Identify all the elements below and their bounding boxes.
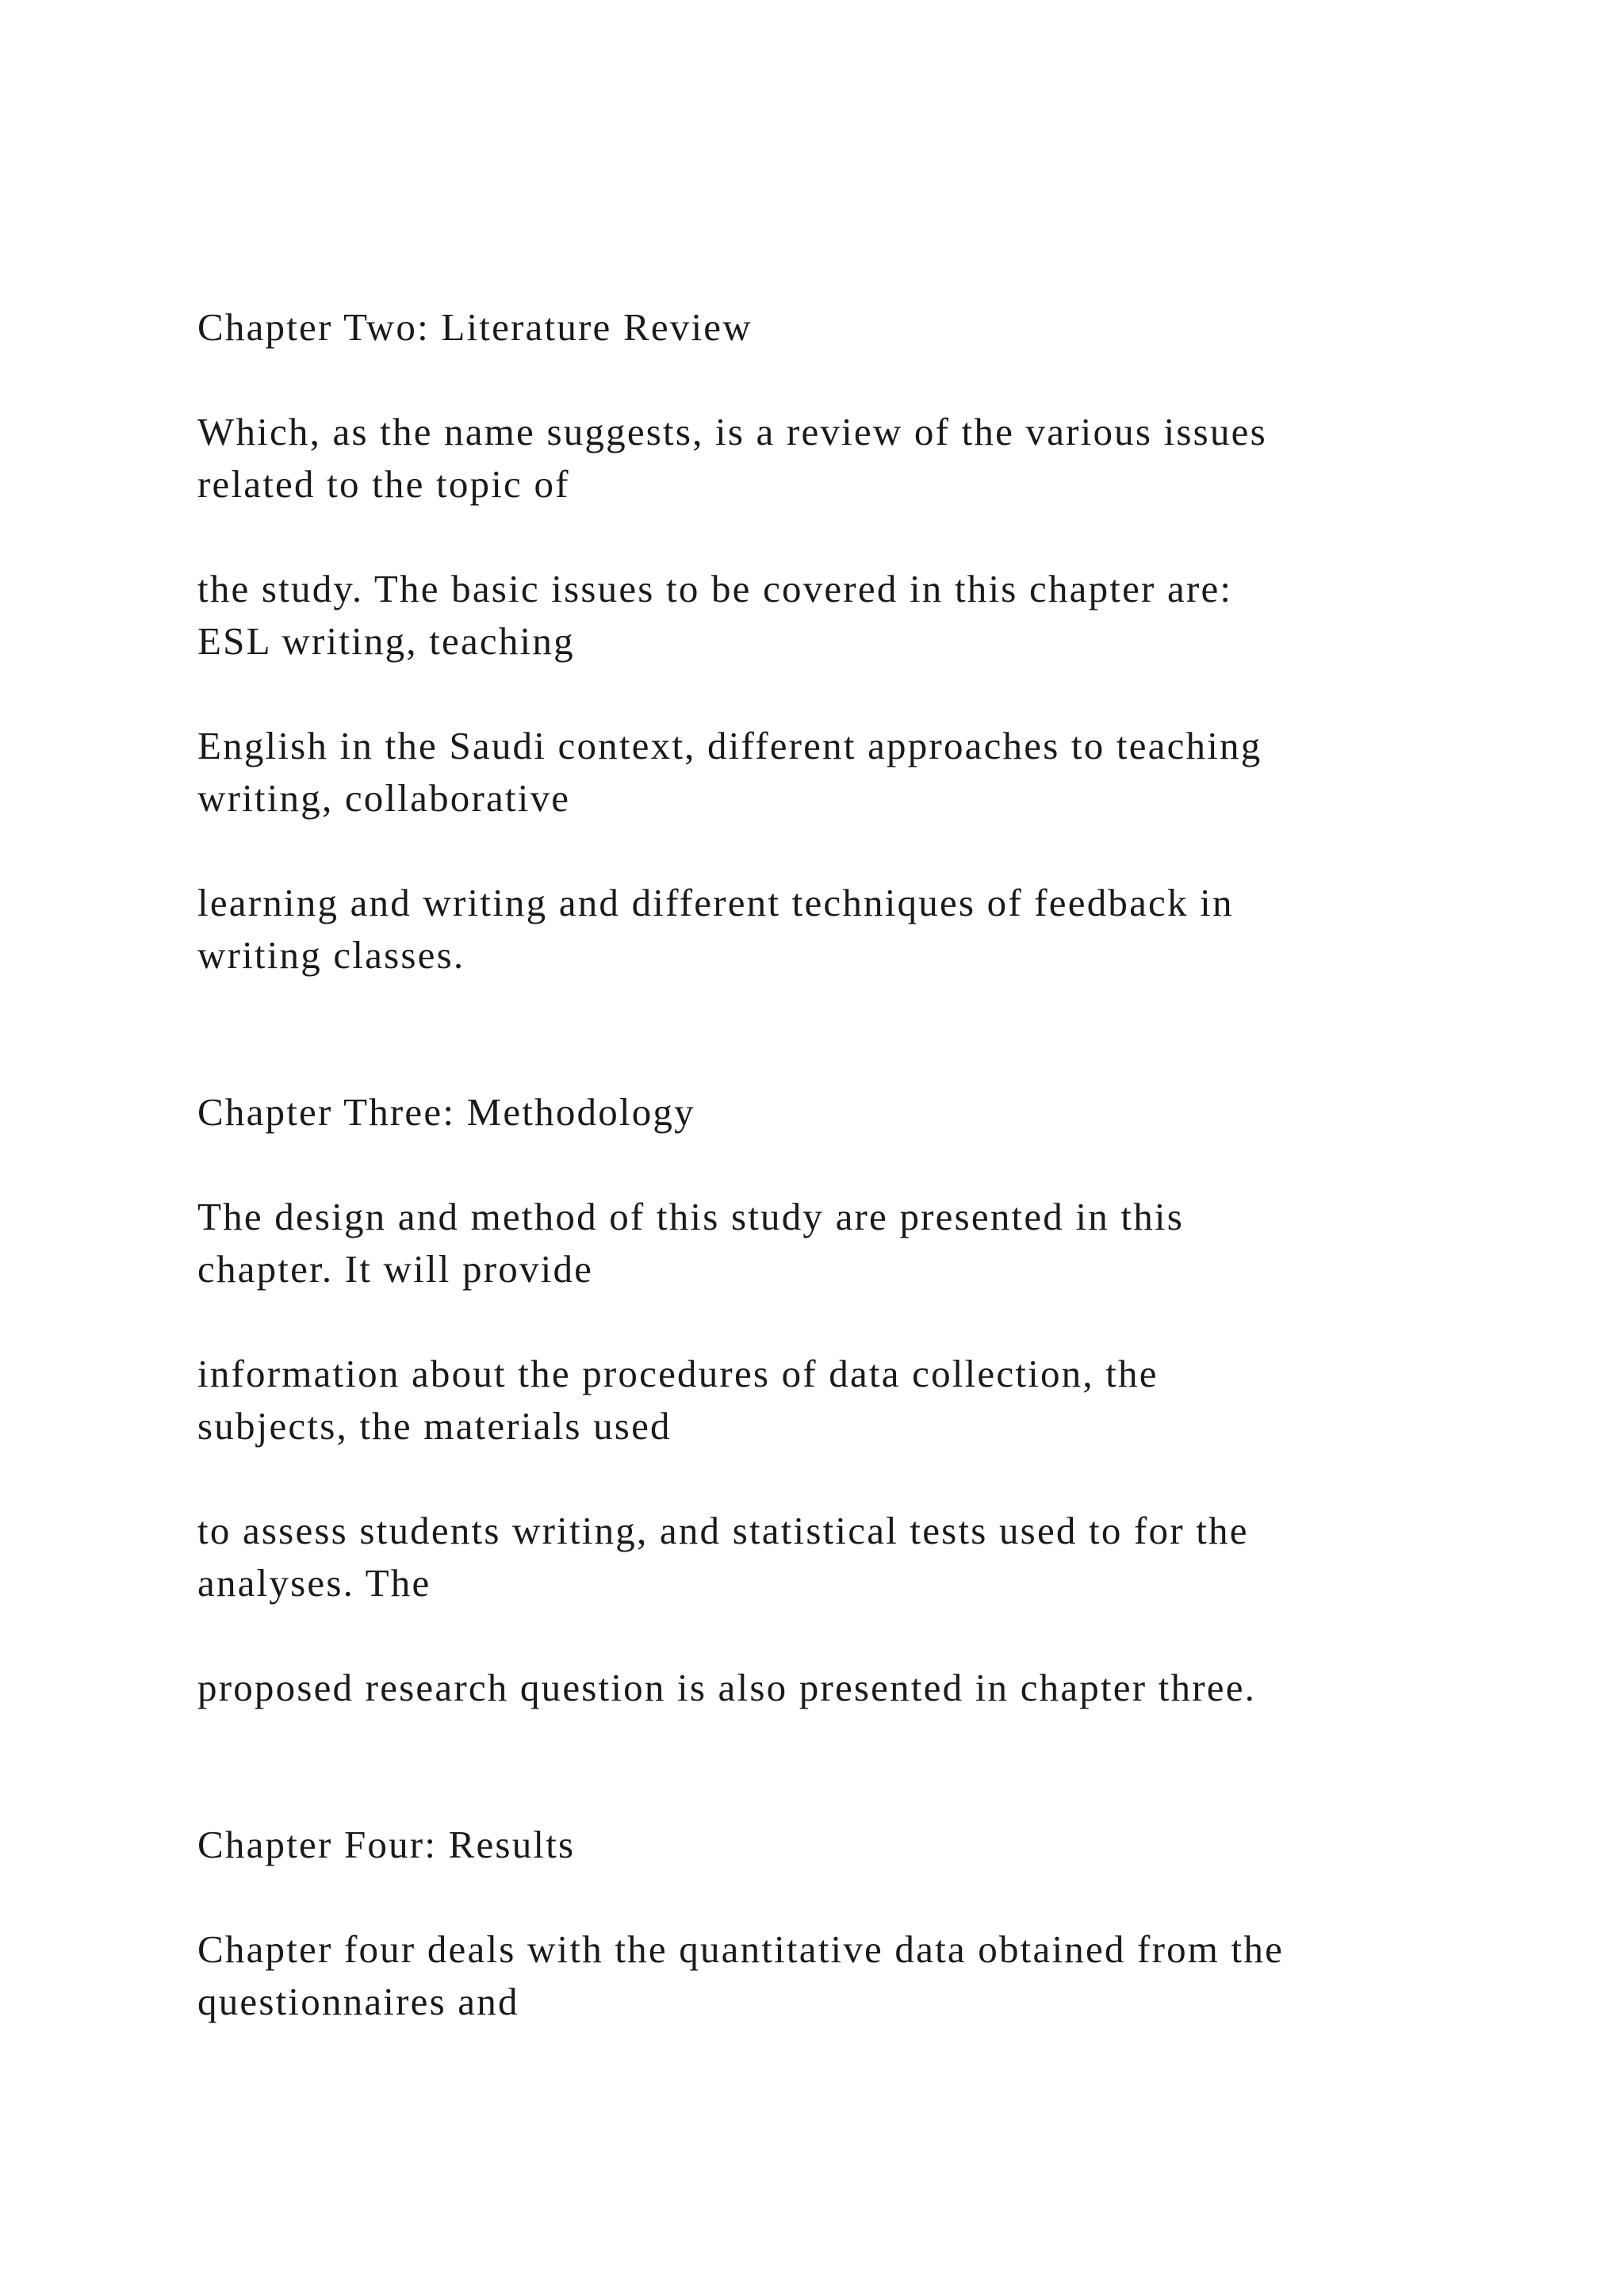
paragraph bbox=[197, 1923, 1498, 2028]
section-literature-review bbox=[197, 301, 1498, 982]
text-line: writing, collaborative bbox=[197, 776, 571, 820]
text-line: learning and writing and different techniques of feedback in bbox=[197, 881, 1234, 924]
text-line: The design and method of this study are presented in this bbox=[197, 1195, 1185, 1238]
paragraph bbox=[197, 406, 1498, 511]
text-line: Which, as the name suggests, is a review of the various issues bbox=[197, 410, 1267, 453]
section-spacer bbox=[197, 1766, 1498, 1819]
text-line: English in the Saudi context, different approaches to teaching bbox=[197, 724, 1262, 767]
section-heading: Chapter Two: Literature Review bbox=[197, 305, 753, 349]
paragraph bbox=[197, 1191, 1498, 1295]
text-line: information about the procedures of data collection, the bbox=[197, 1352, 1159, 1395]
text-line: ESL writing, teaching bbox=[197, 619, 575, 663]
text-line: related to the topic of bbox=[197, 462, 570, 506]
text-line: to assess students writing, and statistical tests used to for the bbox=[197, 1509, 1249, 1552]
text-line: analyses. The bbox=[197, 1561, 431, 1605]
text-line: subjects, the materials used bbox=[197, 1404, 672, 1448]
paragraph bbox=[197, 1348, 1498, 1452]
text-line: proposed research question is also presented in chapter three. bbox=[197, 1666, 1257, 1709]
section-heading: Chapter Four: Results bbox=[197, 1823, 576, 1866]
text-line: questionnaires and bbox=[197, 1980, 519, 2023]
paragraph bbox=[197, 877, 1498, 982]
section-results bbox=[197, 1819, 1498, 2028]
paragraph bbox=[197, 720, 1498, 825]
document-body bbox=[197, 301, 1498, 2080]
section-heading: Chapter Three: Methodology bbox=[197, 1090, 695, 1134]
text-line: writing classes. bbox=[197, 933, 465, 977]
text-line: Chapter four deals with the quantitative data obtained from the bbox=[197, 1927, 1285, 1971]
text-line: the study. The basic issues to be covered in this chapter are: bbox=[197, 567, 1233, 610]
paragraph bbox=[197, 1662, 1498, 1714]
section-spacer bbox=[197, 1034, 1498, 1086]
section-methodology bbox=[197, 1086, 1498, 1714]
text-line: chapter. It will provide bbox=[197, 1247, 594, 1291]
paragraph bbox=[197, 563, 1498, 668]
paragraph bbox=[197, 1505, 1498, 1609]
